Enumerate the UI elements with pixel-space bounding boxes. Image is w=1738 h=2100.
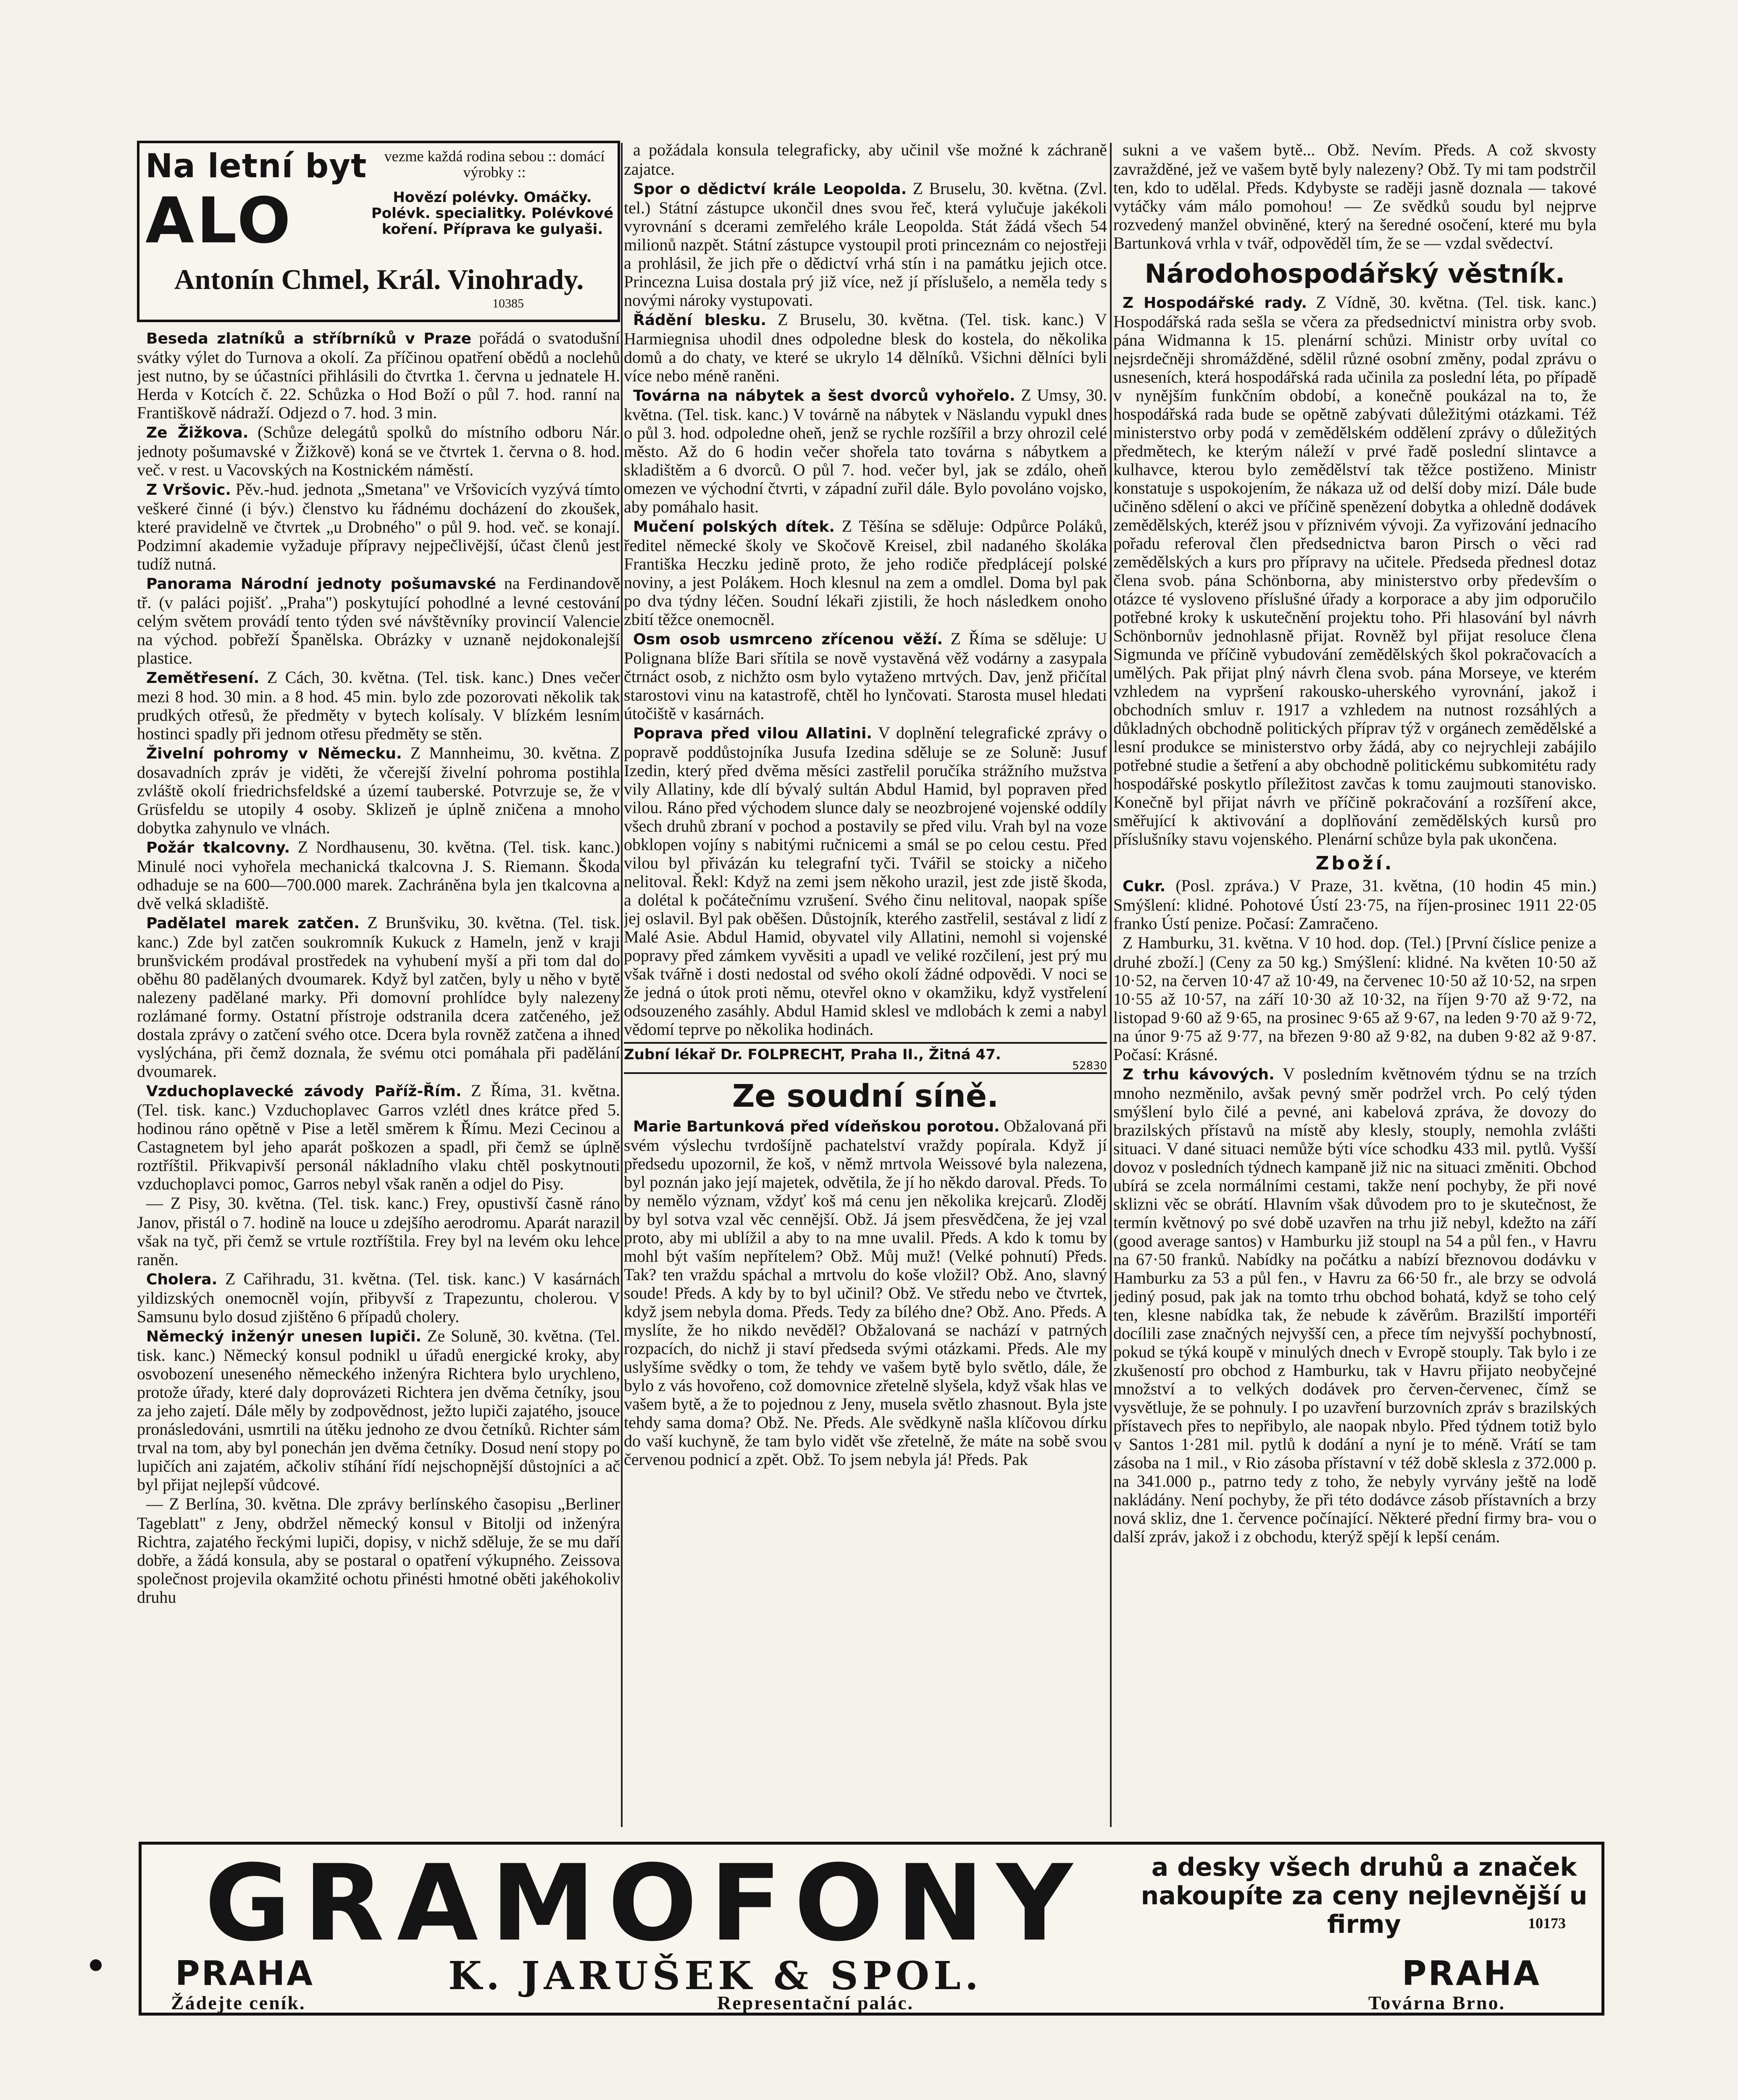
article-text: Z Vídně, 30. května. (Tel. tisk. kanc.) Hospodářská rada sešla se včera za předsednictví ministra orby svob. pána Widmanna k 15. plenární schůzi. Ministr orby uvítal co nejsrdečněji shromážděné, sdělil různé osobní změny, podal zprávu o usneseních, která hospodářská rada učinila za poslední léta, po případě v nynějším funkčním období, a konečně poukázal na to, že hospodářská rada bude se opětně zabývati důležitými otázkami. Též ministerstvo orby podá v zemědělském oddělení zprávy o důležitých předmětech, ke kterým náleží v prvé řadě poslední slintavce a kulhavce, kterou bylo zemědělství tak těžce postiženo. Ministr konstatuje s uspokojením, že nákaza už od delší doby mizí. Dále bude učiněno sdělení o akci ve příčině spenězení dobytka a ohledně dodávek zemědělských, kteréž jsou v příznivém vývoji. Za vyřizování jednacího pořadu referoval člen předsednictva baron Pirsch o věci rad zemědělských a kurs pro přípravy na učitele. Předseda přednesl dotaz člena svob. pána Schönborna, aby ministerstvo orby především o otázce té vysloveno příslušné úřady a korporace a aby jim odporučilo potřebné kroky k uskutečnění projektu toho. Při hlasování byl návrh Schönbornův jednohlasně přijat. Rovněž byl přijat resoluce člena Sigmunda ve příčině vybudování zemědělských škol pokračovacích a umělých. Pak přijat plný návrh člena svob. pána Morseye, ve kterém vzhledem na vypršení rakousko-uherského vyrovnání, jakož i obchodních smluv r. 1917 a vzhledem na nutnost rozsáhlých a důkladných obchodně politických příprav týž v orgánech zemědělské a lesní produkce se ministerstvo orby žádá, aby co nejrychleji zabájilo potřebné studie a šetření a aby obchodně politickému subkomitétu rady hospodářské poskytlo příležitost zavčas k tomu zaujmouti stanovisko. Konečně byl přijat návrh ve příčině pokračování a rozšíření akce, směřující k aktivování a doplňování zemědělských kursů pro příslušníky stavu vojenského. Plenární schůze byla pak ukončena. (1113, 293, 1596, 848)
article-paragraph (1113, 293, 1596, 848)
article-paragraph (137, 1495, 620, 1606)
article-text: Z Říma, 31. května. (Tel. tisk. kanc.) Vzduchoplavec Garros vzlétl dnes krátce před 5. hodinou ráno opětně v Pise a letěl směrem k Římu. Mezi Cecinou a Castagnetem byl jeho aparát poškozen a spadl, při čemž se úplně roztříštil. Přikvapivší personál nákladního vlaku chtěl poskytnouti vzduchoplavci pomoc, Garros nebyl však raněn a odjel do Pisy. (137, 1081, 620, 1193)
article-text: na Ferdinandově tř. (v paláci pojišť. „Praha") poskytující pohodlné a levné cestování celým světem provádí tento týden své návštěvníky provincií Valencie na východ. pobřeží Španělska. Obrázky v uznaně nejdokonalejší plastice. (137, 574, 620, 667)
article-lead: Spor o dědictví krále Leopolda. (633, 181, 907, 198)
article-text: Z Umsy, 30. května. (Tel. tisk. kanc.) V továrně na nábytek v Näslandu vypukl dnes o půl 3. hod. odpoledne oheň, jenž se rychle rozšířil a brzy ohrozil celé město. Až do 6 hodin večer shořela tato továrna s nábytkem a skladištěm a 6 dvorců. O půl 7. hod. večer byl, jak se zdálo, oheň omezen ve východní čtvrti, v západní zuřil dále. Bylo povoláno vojsko, aby pomáhalo hasit. (624, 386, 1107, 516)
article-text: Z Nordhausenu, 30. května. (Tel. tisk. kanc.) Minulé noci vyhořela mechanická tkalcovna J. S. Riemann. Škoda odhaduje se na 600—700.000 marek. Zachráněna byla jen tkalcovna a dvě velká skladiště. (137, 837, 620, 913)
article-text: Z Cách, 30. května. (Tel. tisk. kanc.) Dnes večer mezi 8 hod. 30 min. a 8 hod. 45 min. bylo zde pozorovati několik tak prudkých otřesů, že předměty v bytech kolísaly. V blízkém lesním hostinci spadly při jednom otřesu předměty se stěn. (137, 668, 620, 743)
article-lead: Zemětřesení. (146, 669, 260, 687)
article-text: Z Hamburku, 31. května. V 10 hod. dop. (Tel.) [První číslice penize a druhé zboží.] (Ceny za 50 kg.) Smýšlení: klidné. Na květen 10·50 až 10·52, na červen 10·47 až 10·49, na červenec 10·50 až 10·52, na srpen 10·55 až 10·57, na září 10·30 až 10·32, na říjen 9·70 až 9·72, na listopad 9·60 až 9·65, na prosinec 9·65 až 9·67, na leden 9·70 až 9·72, na únor 9·75 až 9·77, na březen 9·80 až 9·82, na duben 9·82 až 9·87. Počasí: Krásné. (1113, 933, 1596, 1064)
article-text: sukni a ve vašem bytě... Obž. Nevím. Předs. A což skvosty zavražděné, jež ve vašem bytě byly nalezeny? Obž. Ty mi tam podstrčil ten, kdo to udělal. Předs. Kdybyste se raději jasně doznala — takové vytáčky vám málo pomohou! — Ze svědků soudu byl nejprve rozvedený manžel obviněné, který na šeredné osočení, které mu byla Bartunková vrhla v tvář, odpověděl tím, že se — vzdal svědectví. (1113, 141, 1596, 252)
article-paragraph (137, 1327, 620, 1494)
gramophone-ad-city-right: PRAHA (1402, 1954, 1541, 1993)
article-lead: Vzduchoplavecké závody Paříž-Řím. (146, 1083, 462, 1100)
article-lead: Padělatel marek zatčen. (146, 915, 360, 932)
article-text: pořádá o svatodušní svátky výlet do Turnova a okolí. Za příčinou opatření obědů a noclehů jest nutno, by se účastníci přihlásili do čtvrtka 1. června u jednatele H. Herda v Kotcích č. 22. Schůzka o Hod Boží o půl 7. hod. ranní na Františkově nádraží. Odjezd o 7. hod. 3 min. (137, 328, 620, 422)
article-lead: Ze Žižkova. (146, 424, 249, 441)
column-right-continuation (1113, 141, 1596, 252)
article-text: Z Bruselu, 30. května. (Zvl. tel.) Státní zástupce ukončil dnes svou řeč, která vylučuje jakékoli vyrovnání s dcerami zemřelého krále Leopolda. Stát žádá všech 54 milionů nazpět. Státní zástupce vystoupil proti princeznám co nejostřeji a prohlásil, že jich pře o dědictví vrhá stín i na památku jejich otce. Princezna Luisa dostala prý již více, než jí příslušelo, a neměla tedy s novými nároky vystupovati. (624, 179, 1107, 310)
ad-brand: ALO (145, 184, 293, 257)
article-lead: Beseda zlatníků a stříbrníků v Praze (146, 330, 472, 347)
gramophone-ad-text: a desky všech druhů a značek nakoupíte za ceny nejlevnější u firmy (1141, 1853, 1588, 1939)
column-middle-articles (624, 141, 1107, 1039)
article-lead: Z trhu kávových. (1123, 1066, 1275, 1083)
article-paragraph (137, 914, 620, 1081)
article-lead: Osm osob usmrceno zřícenou věží. (633, 631, 943, 648)
article-lead: Marie Bartunková před vídeňskou porotou. (633, 1118, 1000, 1135)
gramophone-ad-showroom: Representační palác. (717, 1992, 914, 2013)
article-paragraph (137, 1270, 620, 1326)
article-text: — Z Pisy, 30. května. (Tel. tisk. kanc.) Frey, opustivší časně ráno Janov, přistál o 7. hodině na louce u zdejšího aerodromu. Aparát narazil však na tyč, při čemž se vrtule roztříštila. Frey byl na levém oku lehce raněn. (137, 1194, 620, 1269)
article-paragraph (624, 517, 1107, 629)
article-lead: Řádění blesku. (633, 312, 767, 329)
gramophone-ad-firm: K. JARUŠEK & SPOL. (448, 1953, 983, 1998)
article-lead: Panorama Národní jednoty pošumavské (146, 575, 497, 593)
article-lead: Poprava před vilou Allatini. (633, 725, 872, 742)
goods-articles (1113, 877, 1596, 1546)
article-text: Z Těšína se sděluje: Odpůrce Poláků, ředitel německé školy ve Skočově Kreisel, zbil nadaného školáka Františka Heczku jedině proto, že jeho rodiče předplácejí polské noviny, a jest Polákem. Hoch klesnul na zem a omdlel. Doma byl pak po dva týdny léčen. Soudní lékaři zjistili, že hoch následkem onoho zbití těžce onemocněl. (624, 517, 1107, 629)
article-lead: Cukr. (1123, 878, 1166, 895)
article-paragraph (1113, 934, 1596, 1064)
article-paragraph (1113, 141, 1596, 252)
column-middle (624, 141, 1107, 1829)
article-paragraph (624, 310, 1107, 385)
article-text: Z Brunšviku, 30. května. (Tel. tisk. kanc.) Zde byl zatčen soukromník Kukuck z Hameln, jenž v kraji brunšvickém prodával prostředek na vyhubení myší a při tom dal do oběhu 80 padělaných dvoumarek. Když byl zatčen, byly u něho v bytě nalezeny padělané marky. Při domovní prohlídce byly nalezeny rozlámané formy. Ostatní přístroje odstranila dcera zatčeného, jež dostala zprávy o zatčení svého otce. Dcera byla rovněž zatčena a ihned vyslýchána, při čemž doznala, že svému otci pomáhala při padělání dvoumarek. (137, 913, 620, 1081)
article-paragraph (137, 480, 620, 573)
economy-articles (1113, 293, 1596, 848)
article-text: (Posl. zpráva.) V Praze, 31. května, (10 hodin 45 min.) Smýšlení: klidné. Pohotové Ústí 23·75, na říjen-prosinec 1911 22·05 franko Ústí penize. Počasí: Zamračeno. (1113, 876, 1596, 933)
article-lead: Mučení polských dítek. (633, 518, 835, 536)
goods-section-heading: Zboží. (1315, 853, 1394, 874)
article-lead: Z Hospodářské rady. (1123, 294, 1307, 312)
article-lead: Továrna na nábytek a šest dvorců vyhořelo. (633, 387, 1015, 404)
article-text: V doplnění telegrafické zprávy o popravě poddůstojníka Jusufa Izedina sděluje se ze Soluně: Jusuf Izedin, který před dvěma měsíci zastřelil poručíka strážního mužstva vily Allatiny, kde dlí bývalý sultán Abdul Hamid, byl popraven před vilou. Ráno před východem slunce daly se neozbrojené vojenské oddíly všech druhů zbraní v pochod a postavily se před vilu. Vrah byl na voze obklopen vojíny s nabitými ručnicemi a smál se po celou cestu. Před vilou byl přivázán ku telegrafní tyči. Tvářil se stoicky a ničeho nelitoval. Řekl: Když na zemi jsem někoho urazil, jest zde jistě škoda, a dolétal k počátečnímu vzrušení. Svého činu nelitoval, naopak spíše jej oslavil. Byl pak oběšen. Důstojník, kterého zastřelil, sestával z lidí z Malé Asie. Abdul Hamid, obyvatel vily Allatini, nemohl si vojenské popravy před zámkem vyvěsiti a upadl ve veliké rozčilení, jest prý mu však tvářně i dosti nedostal od svého okolí žádné odpovědi. V noci se že jedná o útok proti němu, otevřel okno v okamžiku, když vystřelení odsouzeného zasáhly. Abdul Hamid sklesl ve mdlobách k zemi a nabyl vědomí teprve po několika hodinách. (624, 723, 1107, 1039)
article-text: a požádala konsula telegraficky, aby učinil vše možné k záchraně zajatce. (624, 141, 1107, 178)
ad-products: Hovězí polévky. Omáčky. Polévk. specialitky. Polévkové koření. Příprava ke gulyaši. (371, 189, 614, 238)
article-text: Z Říma se sděluje: U Polignana blíže Bari sřítila se nově vystavěná věž vodárny a zasypala čtrnáct osob, z nichžto osm bylo vytaženo mrtvých. Dav, jenž přičítal starostovi vinu na katastrofě, chtěl ho lynčovati. Starosta musel hledati útočiště v kasárnách. (624, 629, 1107, 723)
gramophone-ad-catalog-note: Žádejte ceník. (171, 1992, 306, 2013)
article-text: Z Mannheimu, 30. května. Z dosavadních zpráv je viděti, že včerejší živelní pohroma postihla zvláště okolí friedrichsfeldské a území tauberské. Potvrzuje se, že v Grüsfeldu se utopily 4 osoby. Sklizeň je úplně zničena a mnoho dobytka zahynulo ve vlnách. (137, 743, 620, 837)
article-paragraph (624, 630, 1107, 723)
ad-code: 10385 (492, 297, 524, 310)
dentist-advertisement (624, 1042, 1107, 1074)
column-left (137, 141, 620, 1829)
article-paragraph (1113, 1065, 1596, 1546)
alo-advertisement (137, 141, 620, 322)
gramophone-ad-factory: Továrna Brno. (1368, 1992, 1506, 2013)
article-paragraph (137, 1082, 620, 1193)
gramophone-ad-code: 10173 (1528, 1915, 1566, 1932)
article-paragraph (137, 838, 620, 913)
article-paragraph (624, 179, 1107, 310)
article-paragraph (137, 423, 620, 479)
dentist-ad-code: 52830 (1072, 1060, 1107, 1072)
gramophone-advertisement (139, 1842, 1604, 2016)
gramophone-ad-title: GRAMOFONY (205, 1842, 1086, 1964)
article-text: Z Bruselu, 30. května. (Tel. tisk. kanc.) V Harmiegnisa uhodil dnes odpoledne blesk do kostela, do několika domů a do chaty, ve které se ukrylo 14 dělníků. Všichni dělníci byli více nebo méně raněni. (624, 310, 1107, 385)
article-paragraph (137, 744, 620, 837)
article-text: Pěv.-hud. jednota „Smetana" ve Vršovicích vyzývá tímto veškeré činné (i býv.) členstvo ku řádnému docházení do zkoušek, které pravidelně ve čtvrtek „u Drobného" o půl 9. hod. več. se konají. Podzimní akademie vyžaduje přípravy nejpečlivější, účast členů jest tudíž nutná. (137, 480, 620, 573)
article-paragraph (624, 724, 1107, 1039)
article-paragraph (624, 141, 1107, 178)
article-paragraph (624, 386, 1107, 516)
column-right (1113, 141, 1596, 1829)
article-lead: Živelní pohromy v Německu. (146, 745, 402, 762)
dentist-ad-text: Zubní lékař Dr. FOLPRECHT, Praha II., Žitná 47. (624, 1046, 1001, 1063)
article-paragraph (137, 668, 620, 743)
gramophone-ad-city-left: PRAHA (175, 1954, 315, 1993)
article-paragraph (624, 1117, 1107, 1469)
column-left-articles (137, 329, 620, 1606)
court-articles (624, 1117, 1107, 1469)
article-text: V posledním květnovém týdnu se na trzích mnoho nezměnilo, avšak pevný směr podržel vrch. Po celý týden smýšlení bylo čilé a pevné, ani kabelová zpráva, že dovozy do brazilských přístavů na místě aby klesly, stouply, nemohla zvlášti situaci. V dané situaci nemůže býti více schodku 433 mil. pytlů. Vyšší dovoz v posledních týdnech kampaně již nic na situaci změniti. Obchod ubírá se zcela normálními cestami, takže není pochyby, že při nové sklizni věc se obrátí. Hlavním však důvodem pro to je skutečnost, že termín květnový po své době uzavřen na trhu již nebyl, kdežto na září (good average santos) v Hamburku již stoupl na 54 a půl fen., v Havru na 67·50 franků. Nabídky na počátku a nabízí březnovou dodávku v Hamburku za 53 a půl fen., v Havru za 66·50 fr., ale brzy se odvolá jediný posud, pak jak na tomto trhu obchod bohatá, když se toho celý ten, klesne nabídka tak, že nebude k závěrům. Brazilští importéři docílili zase značných nejvyšší cen, a přece tím nejvyšší pochybností, pokud se týká koupě v minulých dnech v Evropě stouply. Tak bylo i ze zkušeností pro obchod z Hamburku, tak v Havru přijato neobyčejné množství a to velkých dodávek pro červen-červenec, čímž se vysvětluje, že se pohnuly. I po uzavření burzovních zpráv s brazilských přístavech přes to nepřibylo, ale naopak nbylo. Před týdnem totiž bylo v Santos 1·281 mil. pytlů k dodání a nyní je to méně. Vrátí se tam zásoba na 1 mil., v Rio zásoba přístavní v též době sklesla z 372.000 p. na 341.000 p., patrno tedy z toho, že nebyly vyrvány ještě na lodě nakládány. Není pochyby, že při této dodávce zásob přístavních a brzy nová skliz, dne 1. července počínající. Některé přední firmy bra- vou o další zpráv, jakož i z obchodu, kterýž spějí k lepší cenám. (1113, 1064, 1596, 1546)
column-divider (1110, 143, 1112, 1827)
economy-section-heading: Národohospodářský věstník. (1144, 258, 1565, 289)
article-paragraph (137, 1194, 620, 1269)
ad-tagline: vezme každá rodina sebou :: domácí výrobky :: (384, 148, 605, 181)
ad-headline: Na letní byt (145, 147, 367, 185)
article-lead: Z Vršovic. (146, 481, 231, 499)
article-text: Obžalovaná při svém výslechu tvrdošíjně pachatelství vraždy popírala. Když jí předsedu upozornil, že koš, v němž mrtvola Weissové byla nalezena, byl poznán jako její majetek, odvětila, že jí ho někdo daroval. Předs. To by nemělo význam, vždyť koš má cenu jen několika krejcarů. Zloděj by byl sotva vzal věc cennější. Obž. Já jsem přesvědčena, že jej vzal proto, aby mi ublížil a aby to na mne uvalil. Předs. A kdo k tomu by mohl být vaším nepřítelem? Obž. Můj muž! (Velké pohnutí) Předs. Tak? ten vraždu spáchal a mrtvolu do koše vložil? Obž. Ano, slavný soude! Předs. A kdy by to byl učinil? Obž. Ve středu nebo ve čtvrtek, když jsem nebyla doma. Předs. Tedy za bílého dne? Obž. Ano. Předs. A myslíte, že ho nikdo nevěděl? Obžalovaná se nachází v patrných rozpacích, do nichž ji staví předseda svými otázkami. Předs. Ale my uslyšíme svědky o tom, že tehdy ve vašem bytě bylo světlo, dále, že bylo z vás hovořeno, což domovnice zřetelně slyšela, když však hlas ve vašem bytě, a že to pojednou z Jeny, musela světlo zhasnout. Byla jste tehdy sama doma? Obž. Ne. Předs. Ale svědkyně našla klíčovou dírku do vaší kuchyně, že tam bylo vidět vše zřetelně, že máte na sobě svou červenou podnicí a zpět. Obž. To jsem nebyla já! Předs. Pak (624, 1116, 1107, 1469)
court-section-heading: Ze soudní síně. (732, 1078, 999, 1114)
article-text: (Schůze delegátů spolků do místního odboru Nár. jednoty pošumavské v Žižkově) koná se ve čtvrtek 1. června o 8. hod. več. v rest. u Vacovských na Kostnickém náměstí. (137, 423, 620, 479)
article-text: — Z Berlína, 30. května. Dle zprávy berlínského časopisu „Berliner Tageblatt" z Jeny, obdržel německý konsul v Bitolji od inženýra Richtra, zajatého řeckými lupiči, dopisy, v nichž sděluje, že se mu daří dobře, a žádá konsula, aby se postaral o opatření výkupného. Zeissova společnost projevila okamžité ochotu přinésti hmotné oběti jakéhokoliv druhu (137, 1494, 620, 1606)
article-text: Ze Soluně, 30. května. (Tel. tisk. kanc.) Německý konsul podnikl u úřadů energické kroky, aby osvobození uneseného německého inženýra Richtera bylo urychleno, protože úřady, které daly doprovázeti Richtera jen dvěma četníky, jsou za jeho zajetí. Dále měly by zodpovědnost, ježto lupiči zajatého, jsouce pronásledováni, usmrtili na útěku jednoho ze dvou četníků. Richter sám trval na tom, aby byl ponechán jen dvěma četníky. Dosud není stopy po lupičích ani zajatém, ačkoliv stíhání řídí nejschopnější důstojníci a ač byl přijat nejlepší vůdcové. (137, 1326, 620, 1494)
article-lead: Německý inženýr unesen lupiči. (146, 1328, 422, 1345)
article-lead: Požár tkalcovny. (146, 839, 290, 856)
article-paragraph (137, 574, 620, 667)
margin-dot (90, 1959, 102, 1971)
article-paragraph (137, 329, 620, 422)
article-paragraph (1113, 877, 1596, 933)
column-divider (621, 143, 623, 1827)
article-text: Z Cařihradu, 31. května. (Tel. tisk. kanc.) V kasárnách yildizských onemocněl vojín, přibyvší z Trapezuntu, cholerou. V Samsunu bylo dosud zjištěno 6 případů cholery. (137, 1269, 620, 1326)
article-lead: Cholera. (146, 1271, 218, 1288)
ad-vendor: Antonín Chmel, Král. Vinohrady. (174, 263, 584, 295)
